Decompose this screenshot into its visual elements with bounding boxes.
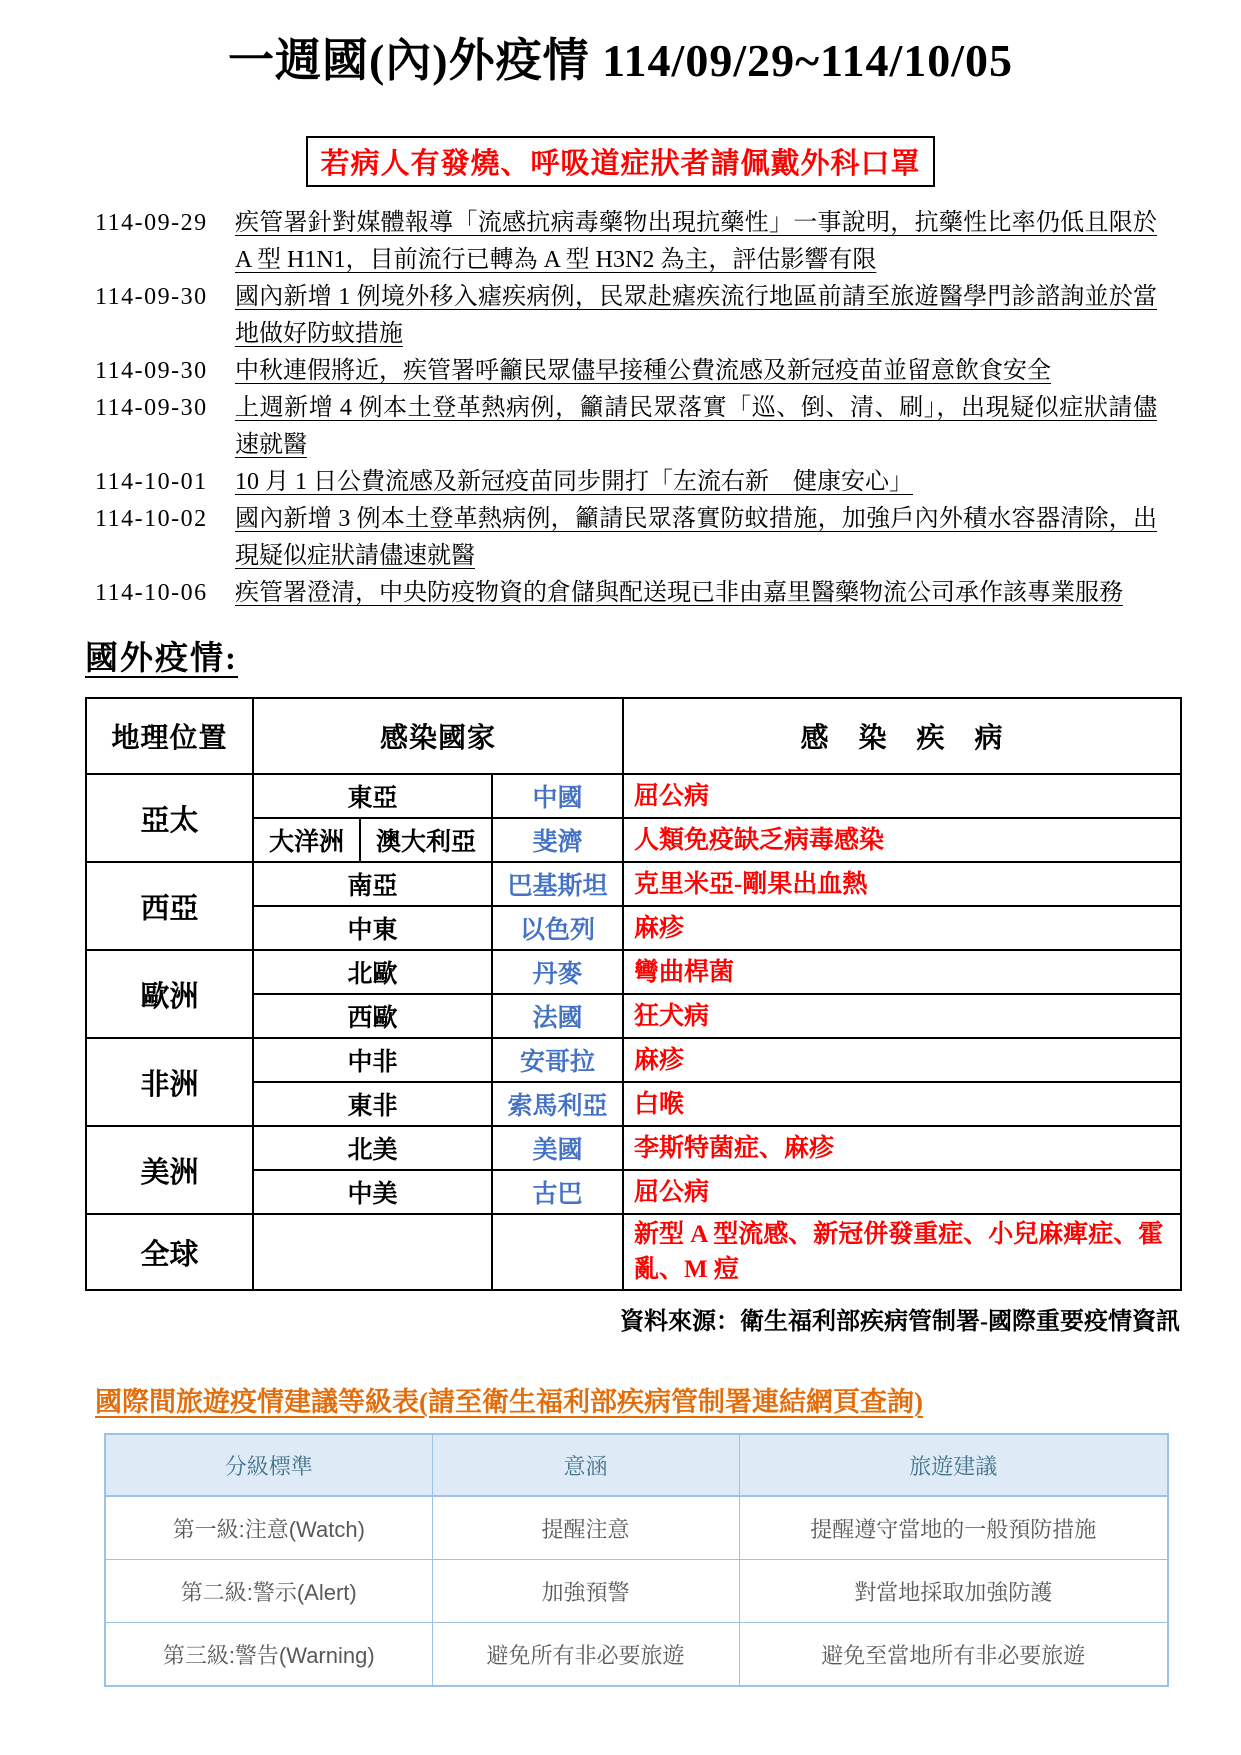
foreign-table-body (86, 774, 1181, 1290)
country-cell (492, 1214, 623, 1290)
country-cell: 丹麥 (492, 950, 623, 994)
region-cell: 歐洲 (86, 950, 253, 1038)
advisory-cell: 避免至當地所有非必要旅遊 (739, 1623, 1168, 1687)
news-date: 114-09-29 (95, 210, 208, 236)
country-cell: 斐濟 (492, 818, 623, 862)
news-item (95, 279, 1157, 353)
alert-text: 若病人有發燒、呼吸道症狀者請佩戴外科口罩 (320, 148, 921, 180)
disease-cell: 李斯特菌症、麻疹 (623, 1126, 1181, 1170)
country-cell: 以色列 (492, 906, 623, 950)
news-date: 114-10-01 (95, 469, 208, 495)
foreign-epidemic-heading: 國外疫情: (85, 641, 238, 677)
country-cell: 古巴 (492, 1170, 623, 1214)
disease-cell: 麻疹 (623, 906, 1181, 950)
advisory-col-header: 意涵 (432, 1434, 739, 1496)
region-cell: 全球 (86, 1214, 253, 1290)
country-cell: 法國 (492, 994, 623, 1038)
subregion-cell (253, 1214, 492, 1290)
disease-cell: 新型 A 型流感、新冠併發重症、小兒麻痺症、霍亂、M 痘 (623, 1214, 1181, 1290)
table-row (86, 1214, 1181, 1290)
advisory-cell: 提醒遵守當地的一般預防措施 (739, 1496, 1168, 1560)
table-row (86, 1038, 1181, 1082)
data-source-note: 資料來源：衛生福利部疾病管制署-國際重要疫情資訊 (620, 1309, 1180, 1335)
disease-cell: 人類免疫缺乏病毒感染 (623, 818, 1181, 862)
news-date: 114-09-30 (95, 358, 208, 384)
news-item (95, 205, 1157, 279)
news-text: 上週新增 4 例本土登革熱病例，籲請民眾落實「巡、倒、清、刷」，出現疑似症狀請儘速就醫 (235, 395, 1157, 458)
country-cell: 美國 (492, 1126, 623, 1170)
col-header-country: 感染國家 (253, 698, 623, 774)
table-row (86, 950, 1181, 994)
advisory-cell: 提醒注意 (432, 1496, 739, 1560)
news-text: 疾管署針對媒體報導「流感抗病毒藥物出現抗藥性」一事說明，抗藥性比率仍低且限於 A 型 H1N1，目前流行已轉為 A 型 H3N2 為主，評估影響有限 (235, 210, 1157, 273)
advisory-table-header (105, 1434, 1168, 1496)
alert-box (306, 136, 934, 187)
col-header-location: 地理位置 (86, 698, 253, 774)
advisory-row (105, 1496, 1168, 1560)
advisory-table-body (105, 1496, 1168, 1686)
region-cell: 美洲 (86, 1126, 253, 1214)
foreign-table-header (86, 698, 1181, 774)
advisory-cell: 第一級:注意(Watch) (105, 1496, 432, 1560)
advisory-cell: 避免所有非必要旅遊 (432, 1623, 739, 1687)
disease-cell: 麻疹 (623, 1038, 1181, 1082)
news-list (95, 205, 1157, 612)
advisory-header-row (105, 1434, 1168, 1496)
news-item (95, 390, 1157, 464)
table-row (86, 1126, 1181, 1170)
subregion-cell: 東亞 (253, 774, 492, 818)
advisory-cell: 對當地採取加強防護 (739, 1560, 1168, 1623)
subregion-cell: 南亞 (253, 862, 492, 906)
disease-cell: 克里米亞-剛果出血熱 (623, 862, 1181, 906)
subregion-cell: 中東 (253, 906, 492, 950)
news-date: 114-10-02 (95, 506, 208, 532)
page-title: 一週國(內)外疫情 114/09/29~114/10/05 (227, 35, 1014, 86)
table-row (86, 862, 1181, 906)
news-item (95, 353, 1157, 390)
subregion-cell: 北歐 (253, 950, 492, 994)
advisory-cell: 第三級:警告(Warning) (105, 1623, 432, 1687)
news-text: 中秋連假將近，疾管署呼籲民眾儘早接種公費流感及新冠疫苗並留意飲食安全 (235, 358, 1051, 384)
subregion-cell: 大洋洲 (253, 818, 360, 862)
news-date: 114-10-06 (95, 580, 208, 606)
region-cell: 非洲 (86, 1038, 253, 1126)
advisory-row (105, 1560, 1168, 1623)
table-header-row (86, 698, 1181, 774)
advisory-cell: 第二級:警示(Alert) (105, 1560, 432, 1623)
news-date: 114-09-30 (95, 284, 208, 310)
news-text: 國內新增 1 例境外移入瘧疾病例，民眾赴瘧疾流行地區前請至旅遊醫學門診諮詢並於當地做好防蚊措施 (235, 284, 1157, 347)
col-header-disease: 感 染 疾 病 (623, 698, 1181, 774)
advisory-cell: 加強預警 (432, 1560, 739, 1623)
disease-cell: 白喉 (623, 1082, 1181, 1126)
country-cell: 中國 (492, 774, 623, 818)
advisory-col-header: 旅遊建議 (739, 1434, 1168, 1496)
news-text: 10 月 1 日公費流感及新冠疫苗同步開打「左流右新 健康安心」 (235, 469, 913, 495)
subregion-cell: 北美 (253, 1126, 492, 1170)
table-row (86, 774, 1181, 818)
subregion-cell: 東非 (253, 1082, 492, 1126)
disease-cell: 狂犬病 (623, 994, 1181, 1038)
country-cell: 安哥拉 (492, 1038, 623, 1082)
travel-advisory-heading-link[interactable]: 國際間旅遊疫情建議等級表(請至衛生福利部疾病管制署連結網頁查詢) (95, 1387, 923, 1417)
news-text: 國內新增 3 例本土登革熱病例，籲請民眾落實防蚊措施，加強戶內外積水容器清除，出現疑似症狀請儘速就醫 (235, 506, 1157, 569)
travel-advisory-table (104, 1433, 1169, 1687)
news-item (95, 464, 1157, 501)
news-text: 疾管署澄清，中央防疫物資的倉儲與配送現已非由嘉里醫藥物流公司承作該專業服務 (235, 580, 1123, 606)
subregion-cell: 中非 (253, 1038, 492, 1082)
foreign-epidemic-table (85, 697, 1182, 1291)
disease-cell: 彎曲桿菌 (623, 950, 1181, 994)
region-cell: 西亞 (86, 862, 253, 950)
country-cell: 索馬利亞 (492, 1082, 623, 1126)
disease-cell: 屈公病 (623, 1170, 1181, 1214)
news-date: 114-09-30 (95, 395, 208, 421)
subregion-cell: 中美 (253, 1170, 492, 1214)
subregion-cell: 西歐 (253, 994, 492, 1038)
disease-cell: 屈公病 (623, 774, 1181, 818)
news-item (95, 501, 1157, 575)
advisory-col-header: 分級標準 (105, 1434, 432, 1496)
region-cell: 亞太 (86, 774, 253, 862)
advisory-row (105, 1623, 1168, 1687)
news-item (95, 575, 1157, 612)
subregion-cell: 澳大利亞 (360, 818, 492, 862)
country-cell: 巴基斯坦 (492, 862, 623, 906)
